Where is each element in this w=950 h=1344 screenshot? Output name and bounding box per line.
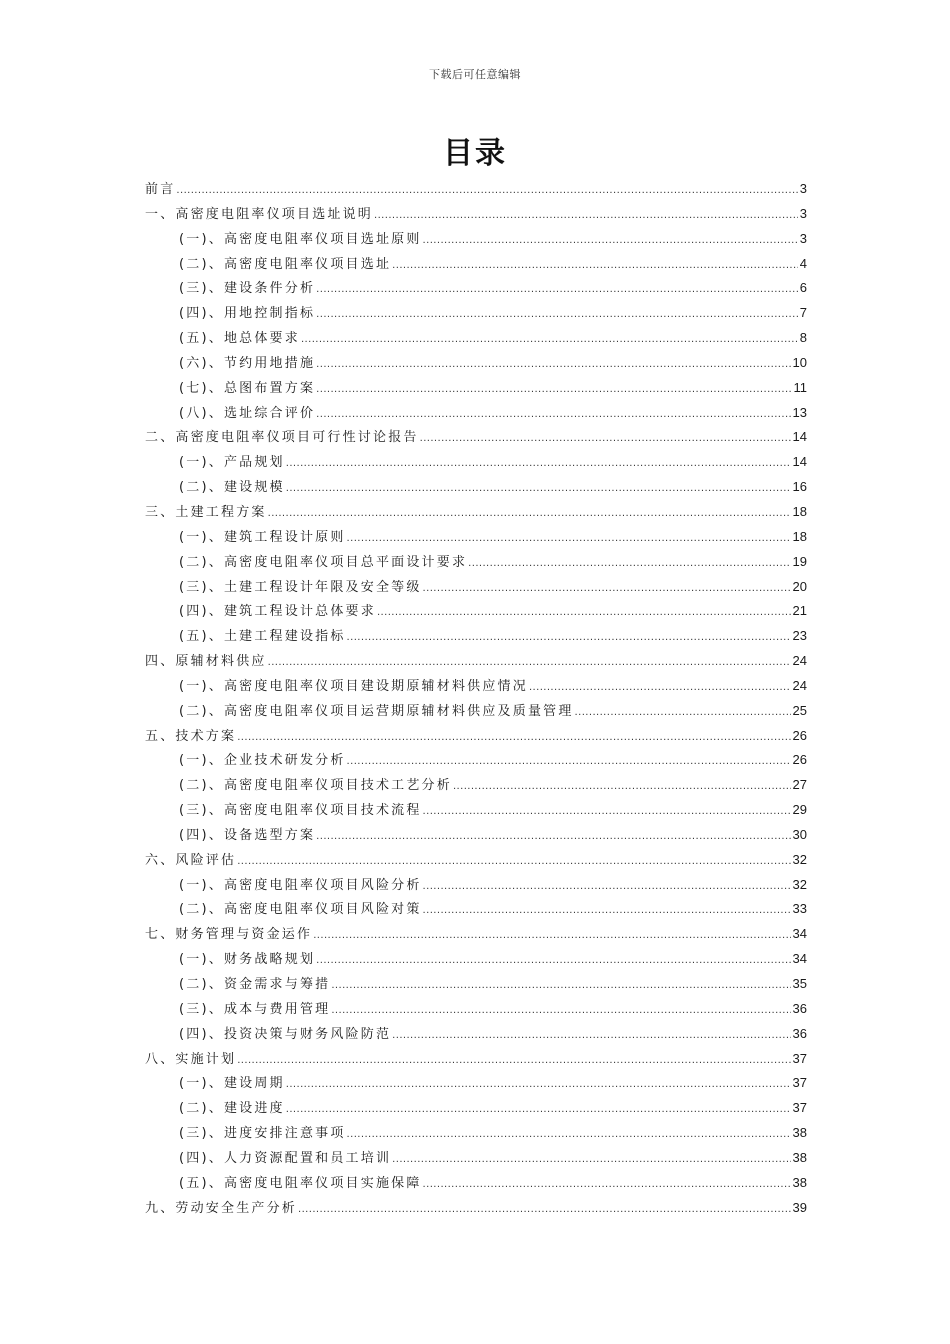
toc-dot-leader <box>468 552 790 577</box>
toc-entry[interactable] <box>145 922 807 947</box>
toc-entry-title: 九、劳动安全生产分析 <box>145 1200 298 1216</box>
toc-entry-title: 六、风险评估 <box>145 852 237 868</box>
toc-entry-title: (三)、建设条件分析 <box>179 281 316 297</box>
toc-dot-leader <box>316 278 798 303</box>
toc-page-number: 38 <box>792 1125 807 1141</box>
toc-entry-title: (一)、高密度电阻率仪项目选址原则 <box>179 231 422 247</box>
toc-entry[interactable] <box>145 525 807 550</box>
toc-entry-title: (一)、高密度电阻率仪项目建设期原辅材料供应情况 <box>179 678 528 694</box>
toc-entry-title: (二)、高密度电阻率仪项目选址 <box>179 256 392 272</box>
toc-page-number: 4 <box>799 255 807 271</box>
toc-dot-leader <box>377 601 791 626</box>
toc-dot-leader <box>301 328 798 353</box>
toc-dot-leader <box>237 726 790 751</box>
toc-page-number: 37 <box>792 1100 807 1116</box>
toc-dot-leader <box>268 651 791 676</box>
toc-dot-leader <box>286 477 791 502</box>
toc-page-number: 14 <box>792 454 807 470</box>
toc-dot-leader <box>316 825 790 850</box>
toc-entry-title: 七、财务管理与资金运作 <box>145 927 313 943</box>
toc-page-number: 18 <box>792 528 807 544</box>
toc-page-number: 21 <box>792 603 807 619</box>
table-of-contents <box>145 177 807 1220</box>
toc-page-number: 37 <box>792 1075 807 1091</box>
toc-entry[interactable] <box>145 575 807 600</box>
toc-dot-leader <box>331 999 790 1024</box>
toc-page-number: 18 <box>792 503 807 519</box>
toc-page-number: 27 <box>792 777 807 793</box>
toc-entry-title: 五、技术方案 <box>145 728 237 744</box>
toc-entry[interactable] <box>145 276 807 301</box>
toc-page-number: 33 <box>792 901 807 917</box>
toc-dot-leader <box>316 378 791 403</box>
toc-dot-leader <box>316 403 790 428</box>
toc-page-number: 14 <box>792 429 807 445</box>
toc-page-number: 35 <box>792 976 807 991</box>
toc-page-number: 26 <box>792 727 807 743</box>
toc-entry[interactable] <box>145 997 807 1022</box>
toc-entry[interactable] <box>145 748 807 773</box>
toc-page-number: 20 <box>792 578 807 594</box>
toc-entry-title: (二)、高密度电阻率仪项目运营期原辅材料供应及质量管理 <box>179 703 574 719</box>
toc-dot-leader <box>423 1173 791 1198</box>
toc-entry[interactable] <box>145 1047 807 1072</box>
toc-dot-leader <box>374 204 798 229</box>
toc-dot-leader <box>268 502 791 527</box>
toc-entry-title: 二、高密度电阻率仪项目可行性讨论报告 <box>145 430 419 446</box>
toc-entry-title: (二)、高密度电阻率仪项目技术工艺分析 <box>179 778 452 794</box>
toc-entry-title: (四)、人力资源配置和员工培训 <box>179 1150 392 1166</box>
toc-entry[interactable] <box>145 773 807 798</box>
toc-dot-leader <box>316 949 790 974</box>
toc-page-number: 32 <box>792 876 807 892</box>
toc-page-number: 34 <box>792 951 807 967</box>
toc-dot-leader <box>298 1198 791 1223</box>
toc-dot-leader <box>176 179 797 204</box>
toc-entry[interactable] <box>145 1096 807 1121</box>
toc-entry[interactable] <box>145 475 807 500</box>
page-title: 目录 <box>443 136 507 171</box>
toc-page-number: 11 <box>793 379 807 395</box>
toc-page-number: 34 <box>792 926 807 942</box>
toc-entry-title: (三)、进度安排注意事项 <box>179 1126 346 1142</box>
toc-entry[interactable] <box>145 873 807 898</box>
toc-dot-leader <box>423 800 791 825</box>
toc-dot-leader <box>423 577 791 602</box>
toc-dot-leader <box>237 850 790 875</box>
toc-entry-title: (六)、节约用地措施 <box>179 355 316 371</box>
toc-page-number: 30 <box>792 826 807 842</box>
toc-dot-leader <box>420 427 791 452</box>
toc-entry[interactable] <box>145 376 807 401</box>
toc-entry[interactable] <box>145 947 807 972</box>
toc-entry[interactable] <box>145 897 807 922</box>
toc-entry[interactable] <box>145 674 807 699</box>
toc-page-number: 36 <box>792 1025 807 1041</box>
toc-entry[interactable] <box>145 351 807 376</box>
toc-page-number: 19 <box>792 553 807 569</box>
toc-entry[interactable] <box>145 227 807 252</box>
toc-entry-title: (一)、建筑工程设计原则 <box>179 529 346 545</box>
toc-entry-title: (一)、高密度电阻率仪项目风险分析 <box>179 877 422 893</box>
toc-entry[interactable] <box>145 624 807 649</box>
toc-entry[interactable] <box>145 401 807 426</box>
toc-dot-leader <box>313 924 790 949</box>
toc-dot-leader <box>453 775 791 800</box>
toc-entry[interactable] <box>145 599 807 624</box>
toc-page-number: 38 <box>792 1149 807 1165</box>
toc-page-number: 16 <box>792 479 807 495</box>
toc-page-number: 25 <box>792 702 807 718</box>
toc-entry-title: (四)、设备选型方案 <box>179 827 316 843</box>
toc-entry[interactable] <box>145 1171 807 1196</box>
toc-entry-title: (一)、产品规划 <box>179 455 285 471</box>
toc-page-number: 3 <box>799 181 807 196</box>
toc-entry-title: 四、原辅材料供应 <box>145 654 267 670</box>
toc-entry[interactable] <box>145 972 807 997</box>
toc-dot-leader <box>316 303 798 328</box>
toc-entry-title: (一)、建设周期 <box>179 1076 285 1092</box>
toc-dot-leader <box>286 1098 791 1123</box>
toc-entry[interactable] <box>145 1146 807 1171</box>
toc-dot-leader <box>286 1073 791 1098</box>
toc-page-number: 39 <box>792 1199 807 1215</box>
toc-dot-leader <box>423 875 791 900</box>
toc-entry-title: (三)、成本与费用管理 <box>179 1001 331 1017</box>
toc-page-number: 24 <box>792 677 807 693</box>
toc-entry[interactable] <box>145 202 807 227</box>
toc-dot-leader <box>316 353 790 378</box>
toc-page-number: 3 <box>799 230 807 246</box>
toc-page-number: 24 <box>792 653 807 669</box>
toc-entry-title: (一)、财务战略规划 <box>179 952 316 968</box>
toc-entry[interactable] <box>145 326 807 351</box>
toc-entry[interactable] <box>145 301 807 326</box>
toc-entry-title: (八)、选址综合评价 <box>179 405 316 421</box>
toc-entry-title: (二)、建设规模 <box>179 480 285 496</box>
toc-entry[interactable] <box>145 550 807 575</box>
toc-dot-leader <box>575 701 791 726</box>
toc-page-number: 3 <box>799 205 807 221</box>
toc-page-number: 23 <box>792 628 807 644</box>
toc-entry[interactable] <box>145 500 807 525</box>
toc-dot-leader <box>423 899 791 924</box>
toc-entry[interactable] <box>145 1071 807 1096</box>
toc-entry-title: 前言 <box>145 182 176 197</box>
toc-dot-leader <box>392 1024 790 1049</box>
toc-dot-leader <box>423 229 798 254</box>
toc-page-number: 7 <box>799 305 807 321</box>
toc-entry[interactable] <box>145 177 807 202</box>
toc-dot-leader <box>331 974 790 999</box>
toc-entry-title: (四)、用地控制指标 <box>179 306 316 322</box>
toc-entry-title: (五)、地总体要求 <box>179 331 300 347</box>
toc-entry[interactable] <box>145 1022 807 1047</box>
toc-entry-title: (四)、建筑工程设计总体要求 <box>179 604 376 620</box>
toc-entry-title: (五)、高密度电阻率仪项目实施保障 <box>179 1175 422 1191</box>
toc-entry-title: (七)、总图布置方案 <box>179 380 316 396</box>
toc-page-number: 10 <box>792 354 807 370</box>
toc-entry-title: (三)、高密度电阻率仪项目技术流程 <box>179 803 422 819</box>
toc-entry-title: (二)、高密度电阻率仪项目风险对策 <box>179 902 422 918</box>
toc-page-number: 37 <box>792 1050 807 1066</box>
toc-dot-leader <box>392 1148 790 1173</box>
toc-entry[interactable] <box>145 1196 807 1221</box>
toc-dot-leader <box>529 676 791 701</box>
toc-page-number: 36 <box>792 1000 807 1016</box>
toc-entry[interactable] <box>145 848 807 873</box>
header-note: 下载后可任意编辑 <box>429 68 521 81</box>
toc-entry[interactable] <box>145 1121 807 1146</box>
toc-dot-leader <box>392 254 798 279</box>
toc-dot-leader <box>347 1123 791 1148</box>
toc-dot-leader <box>347 527 791 552</box>
toc-entry-title: 一、高密度电阻率仪项目选址说明 <box>145 206 374 222</box>
toc-entry[interactable] <box>145 798 807 823</box>
toc-entry[interactable] <box>145 252 807 277</box>
toc-page-number: 8 <box>799 330 807 346</box>
toc-entry[interactable] <box>145 649 807 674</box>
toc-page-number: 26 <box>792 752 807 768</box>
toc-entry-title: 三、土建工程方案 <box>145 504 267 520</box>
toc-dot-leader <box>237 1049 790 1074</box>
toc-entry-title: (二)、高密度电阻率仪项目总平面设计要求 <box>179 554 468 570</box>
toc-entry[interactable] <box>145 823 807 848</box>
toc-entry-title: (二)、建设进度 <box>179 1101 285 1117</box>
toc-page-number: 29 <box>792 802 807 818</box>
toc-entry-title: (一)、企业技术研发分析 <box>179 753 346 769</box>
toc-entry-title: (五)、土建工程建设指标 <box>179 629 346 645</box>
toc-entry[interactable] <box>145 724 807 749</box>
toc-entry[interactable] <box>145 699 807 724</box>
toc-entry[interactable] <box>145 425 807 450</box>
toc-page-number: 38 <box>792 1174 807 1190</box>
toc-page-number: 32 <box>792 851 807 867</box>
toc-dot-leader <box>286 452 791 477</box>
toc-entry-title: (四)、投资决策与财务风险防范 <box>179 1026 392 1042</box>
toc-page-number: 6 <box>799 280 807 296</box>
toc-dot-leader <box>347 750 791 775</box>
toc-entry-title: (二)、资金需求与筹措 <box>179 977 331 992</box>
toc-entry-title: (三)、土建工程设计年限及安全等级 <box>179 579 422 595</box>
toc-entry-title: 八、实施计划 <box>145 1051 237 1067</box>
toc-page-number: 13 <box>792 404 807 420</box>
toc-entry[interactable] <box>145 450 807 475</box>
toc-dot-leader <box>347 626 791 651</box>
